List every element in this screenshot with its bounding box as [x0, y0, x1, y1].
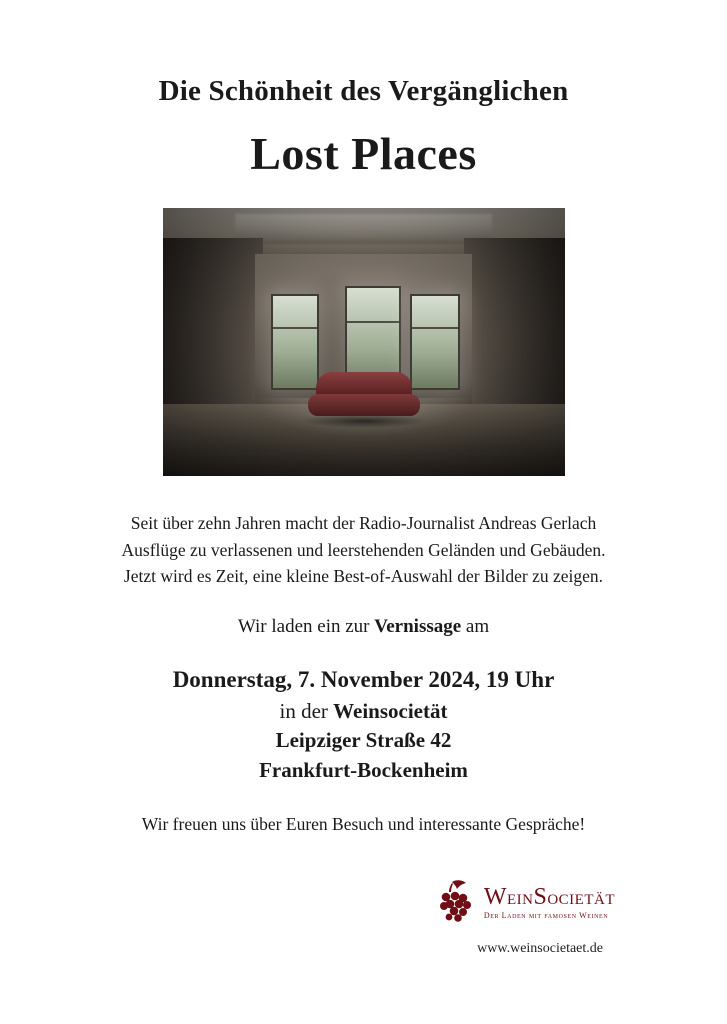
- closing-line: Wir freuen uns über Euren Besuch und interessante Gespräche!: [141, 814, 586, 835]
- photo-sofa: [308, 372, 420, 424]
- event-venue-prefix: in der: [279, 698, 334, 723]
- intro-line-2: Ausflüge zu verlassenen und leerstehenden Geländen und Gebäuden.: [121, 539, 606, 560]
- event-street: Leipziger Straße 42: [275, 728, 452, 753]
- intro-line-3: Jetzt wird es Zeit, eine kleine Best-of-Auswahl der Bilder zu zeigen.: [123, 566, 604, 587]
- logo-name: WeinSocietät: [483, 883, 615, 910]
- invite-suffix: am: [461, 615, 490, 637]
- invitation-line: [238, 616, 489, 638]
- invite-prefix: Wir laden ein zur: [237, 615, 375, 637]
- event-venue-name: Weinsocietät: [333, 698, 448, 723]
- grape-vine-icon: [432, 879, 474, 925]
- event-details: [173, 664, 555, 786]
- logo-tagline: Der Laden mit famosen Weinen: [483, 910, 609, 920]
- poster-title: Lost Places: [250, 127, 477, 179]
- lost-places-photo: [163, 208, 565, 476]
- invite-highlight: Vernissage: [374, 615, 462, 637]
- poster-headline: Die Schönheit des Vergänglichen: [158, 75, 569, 107]
- event-date: Donnerstag, 7. November 2024, 19 Uhr: [172, 666, 555, 692]
- event-city: Frankfurt-Bockenheim: [259, 758, 468, 783]
- website-url[interactable]: www.weinsocietaet.de: [477, 941, 603, 957]
- event-venue: [173, 697, 555, 727]
- intro-paragraph: [122, 510, 606, 590]
- logo-row: [40, 879, 687, 925]
- logo-text: [484, 885, 615, 920]
- weinsocietaet-logo: [432, 879, 615, 925]
- intro-line-1: Seit über zehn Jahren macht der Radio-Journalist Andreas Gerlach: [130, 513, 597, 534]
- photo-scene: [163, 208, 565, 476]
